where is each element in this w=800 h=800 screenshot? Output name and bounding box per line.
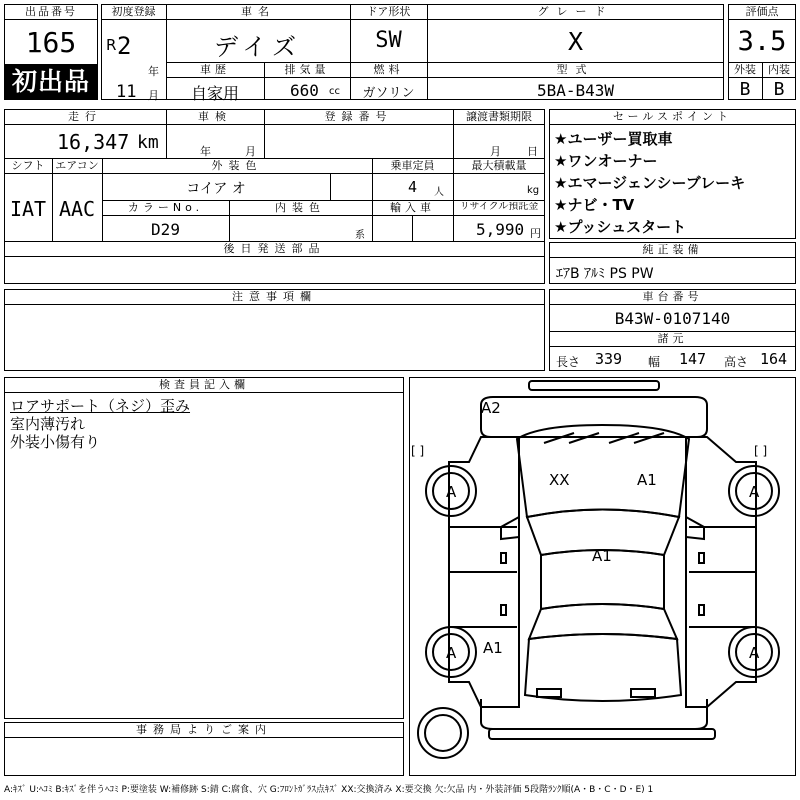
reg-month-unit: 月 — [148, 89, 159, 102]
shift-value: IAT — [9, 197, 47, 221]
int-color-label: 内装色 — [275, 202, 326, 213]
ext-color-value: コイア オ — [186, 181, 246, 197]
exterior-grade: B — [739, 79, 751, 100]
width-label: 幅 — [648, 355, 661, 369]
height-label: 高さ — [724, 355, 749, 369]
width-value: 147 — [679, 350, 707, 368]
inspector-label: 検査員記入欄 — [159, 379, 249, 390]
reg-year: 2 — [117, 32, 132, 60]
door-shape: SW — [375, 28, 402, 53]
model-label: 型式 — [556, 64, 595, 75]
later-parts-label: 後日発送部品 — [223, 243, 326, 254]
front-body-outline — [481, 397, 707, 437]
legend-text: A:ｷｽﾞ U:ﾍｺﾐ B:ｷｽﾞを伴うﾍｺﾐ P:要塗装 W:補修跡 S:錆 C:腐食、穴 G:ﾌﾛﾝﾄｶﾞﾗｽ点ｷｽﾞ XX:交換済み X:要交換 欠:欠品 内・外装評価 5段階ﾗﾝｸ順(A・B・C・D・E) 1 — [4, 785, 654, 795]
mark-tire-front-right: A — [749, 483, 760, 501]
remark-item: ロアサポート（ネジ）歪み — [10, 397, 191, 415]
remark-item: 室内薄汚れ — [10, 415, 86, 433]
mark-roof: A1 — [592, 547, 612, 565]
fuel-value: ガソリン — [362, 86, 415, 101]
model-code: 5BA-B43W — [536, 81, 615, 100]
sales-point-item: ★ユーザー買取車 — [554, 130, 673, 148]
color-no-value: D29 — [151, 220, 180, 239]
sales-point-item: ★ナビ・TV — [554, 196, 635, 214]
shift-label: シフト — [11, 160, 45, 171]
lot-number-label: 出品番号 — [25, 6, 77, 17]
color-no-label: カラーNo. — [127, 202, 204, 213]
mileage-unit: km — [137, 132, 159, 153]
recycle-unit: 円 — [530, 227, 541, 240]
office-label: 事務局よりご案内 — [136, 724, 272, 735]
mark-tire-rear-left: A — [446, 644, 457, 662]
capacity-value: 4 — [408, 178, 418, 196]
transfer-month-unit: 月 — [490, 145, 501, 158]
car-name-label: 車名 — [241, 6, 275, 17]
reg-month: 11 — [116, 82, 137, 102]
std-equipment-value: ｴｱB ｱﾙﾐ PS PW — [556, 266, 654, 282]
recycle-value: 5,990 — [476, 220, 525, 239]
capacity-unit: 人 — [434, 187, 444, 198]
reg-no-label: 登録番号 — [324, 111, 393, 122]
reg-era: R — [106, 36, 117, 54]
length-label: 長さ — [556, 355, 581, 369]
mileage-value: 16,347 — [57, 130, 130, 154]
reg-year-unit: 年 — [148, 65, 159, 78]
ac-label: エアコン — [55, 160, 99, 171]
remark-item: 外装小傷有り — [10, 433, 101, 451]
sales-points-list — [554, 128, 745, 238]
grade-label: グレード — [537, 6, 614, 17]
first-reg-label: 初度登録 — [111, 6, 156, 17]
displacement-unit: cc — [329, 86, 340, 97]
history-label: 車歴 — [200, 64, 230, 75]
height-value: 164 — [760, 350, 788, 368]
int-color-unit: 系 — [355, 230, 365, 241]
chassis-label: 車台番号 — [642, 291, 703, 302]
inspection-label: 車検 — [198, 111, 232, 122]
exterior-label: 外装 — [734, 64, 756, 75]
mileage-label: 走行 — [68, 111, 102, 122]
rear-body-outline — [481, 699, 707, 729]
car-name: デイズ — [213, 33, 303, 61]
recycle-label: リサイクル預託金 — [459, 202, 539, 212]
mark-hood-right: A1 — [637, 471, 657, 489]
length-value: 339 — [595, 350, 623, 368]
score-label: 評価点 — [745, 6, 779, 17]
interior-label: 内装 — [768, 64, 790, 75]
left-bracket: [ ] — [411, 444, 425, 458]
score-value: 3.5 — [737, 26, 787, 57]
sales-points-label: セールスポイント — [612, 111, 732, 122]
trunk-outline — [525, 634, 681, 701]
lot-number: 165 — [25, 26, 77, 59]
mark-hood-left: XX — [549, 471, 570, 489]
rear-bumper-outline — [489, 729, 715, 739]
displacement-label: 排気量 — [284, 64, 330, 75]
mark-tire-front-left: A — [446, 483, 457, 501]
inspection-year-unit: 年 — [200, 145, 211, 158]
transfer-doc-label: 譲渡書類期限 — [466, 111, 532, 122]
front-bumper-outline — [529, 381, 659, 390]
inspection-month-unit: 月 — [245, 145, 256, 158]
history-value: 自家用 — [190, 84, 239, 103]
std-equipment-label: 純正装備 — [642, 244, 703, 255]
specs-label: 諸元 — [657, 333, 688, 344]
ac-value: AAC — [58, 197, 96, 221]
right-bracket: [ ] — [754, 444, 768, 458]
max-load-label: 最大積載量 — [471, 160, 527, 171]
chassis-number: B43W-0107140 — [614, 309, 731, 328]
sales-point-item: ★プッシュスタート — [554, 218, 687, 236]
mark-tire-rear-right: A — [749, 644, 760, 662]
grade-value: X — [567, 27, 584, 56]
max-load-unit: kg — [527, 185, 540, 196]
displacement-value: 660 — [290, 81, 319, 100]
mark-front-bumper: A2 — [481, 399, 501, 417]
mark-rear-left-wheel: A1 — [483, 639, 503, 657]
hood-outline — [517, 425, 689, 517]
ext-color-label: 外装色 — [211, 160, 263, 171]
notes-label: 注意事項欄 — [232, 291, 317, 302]
first-time-badge: 初出品 — [5, 64, 97, 99]
door-shape-label: ドア形状 — [366, 6, 411, 17]
fuel-label: 燃料 — [373, 64, 404, 75]
sales-point-item: ★ワンオーナー — [554, 152, 658, 170]
car-damage-diagram — [409, 377, 796, 776]
capacity-label: 乗車定員 — [390, 160, 435, 171]
import-label: 輸入車 — [390, 202, 435, 213]
sales-point-item: ★エマージェンシーブレーキ — [554, 174, 746, 192]
transfer-day-unit: 日 — [527, 145, 538, 158]
interior-grade: B — [773, 79, 785, 100]
inspector-remarks — [10, 397, 190, 451]
